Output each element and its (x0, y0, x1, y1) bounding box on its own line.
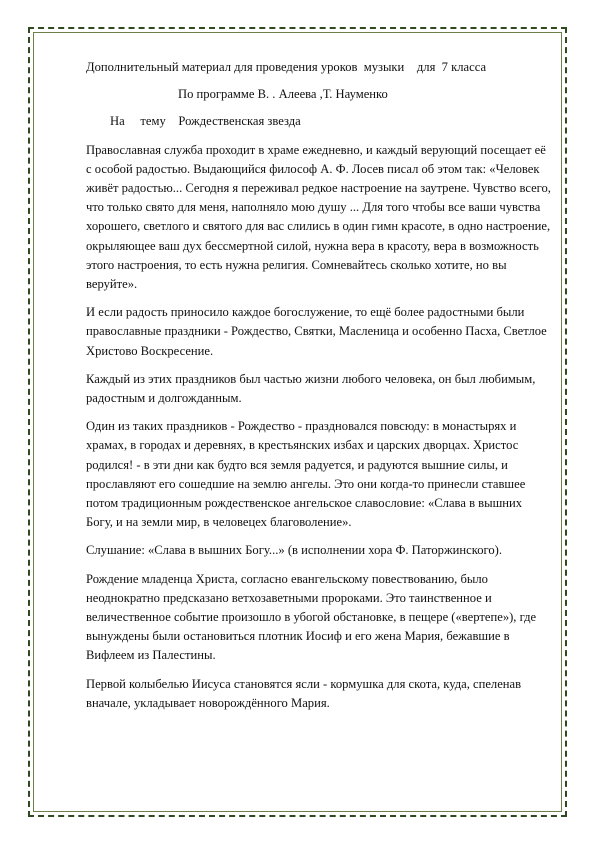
paragraph-7: Первой колыбелью Иисуса становятся ясли - кормушка для скота, куда, спеленав вначале, укладывает новорождённого Мария. (86, 676, 522, 710)
paragraph-6: Рождение младенца Христа, согласно евангельскому повествованию, было неоднократно предсказано ветхозаветными пророками. Это таинственное и величественное событие произошло в убогой обстановке, в пещере («вертепе»), где вынуждены были остановиться плотник Иосиф и его жена Мария, бежавшие в Вифлеем из Палестины. (86, 571, 537, 663)
paragraph-2: И если радость приносило каждое богослужение, то ещё более радостными были православные праздники - Рождество, Святки, Масленица и особенно Пасха, Светлое Христово Воскресение. (86, 305, 547, 358)
paragraph-3: Каждый из этих праздников был частью жизни любого человека, он был любимым, радостным и долгожданным. (86, 371, 536, 406)
document-title: Дополнительный материал для проведения уроков музыки для 7 класса (86, 60, 487, 74)
topic-line: На тему Рождественская звезда (110, 114, 301, 129)
paragraph-5: Слушание: «Слава в вышних Богу...» (в исполнении хора Ф. Паторжинского). (86, 543, 503, 558)
paragraph-4: Один из таких праздников - Рождество - праздновался повсюду: в монастырях и храмах, в городах и деревнях, в крестьянских избах и царских дворцах. Христос родился! - в эти дни как будто вся земля радуется, и радуются вышние силы, и прославляют его сошедшие на землю ангелы. Это они когда-то принесли ставшее потом традиционным рождественское ангельское славословие: «Слава в вышних Богу, и на земли мир, в человецех благоволение». (86, 419, 526, 530)
program-line: По программе В. . Алеева ,Т. Науменко (178, 87, 388, 102)
document-body (86, 58, 552, 713)
paragraph-1: Православная служба проходит в храме ежедневно, и каждый верующий посещает её с особой радостью. Выдающийся философ А. Ф. Лосев писал об этом так: «Человек живёт радостью... Сегодня я переживал редкое настроение на заутрене. Чувство всего, что только свято для меня, наполняло мою душу ... Для того чтобы все ваши чувства хорошего, светлого и святого для вас слились в один гимн красоте, в одно настроение, окрыляющее ваш дух бессмертной силой, нужна вера в красоту, вера в возможность этого настроения, то есть нужна религия. Сомневайтесь сколько хотите, но вы веруйте». (86, 142, 551, 292)
